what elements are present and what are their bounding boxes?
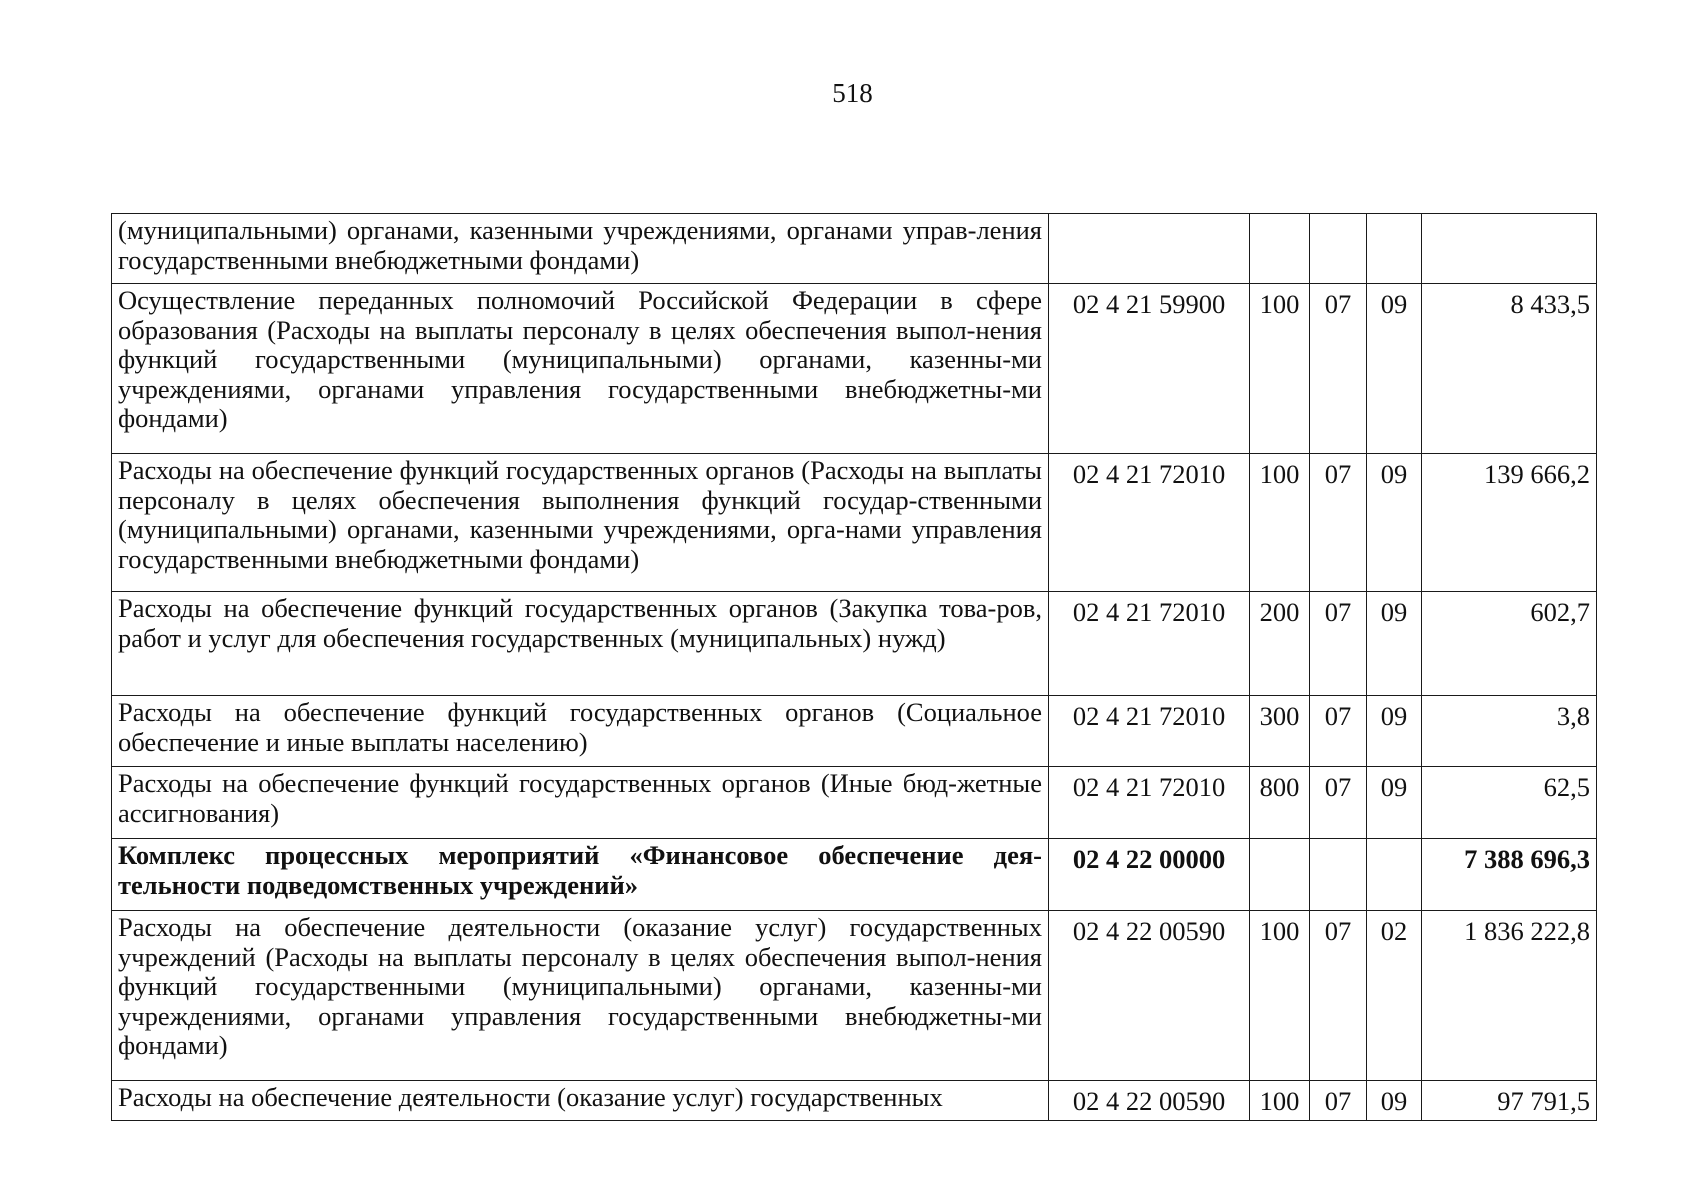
expense-type-code: 200 bbox=[1250, 592, 1310, 696]
subsection-code: 09 bbox=[1367, 696, 1422, 767]
section-code: 07 bbox=[1310, 911, 1367, 1081]
budget-table-body bbox=[112, 214, 1597, 1121]
amount: 62,5 bbox=[1422, 767, 1597, 839]
section-code bbox=[1310, 839, 1367, 911]
target-article-code: 02 4 21 72010 bbox=[1049, 592, 1250, 696]
subsection-code: 09 bbox=[1367, 1081, 1422, 1121]
subsection-code bbox=[1367, 214, 1422, 284]
budget-table bbox=[111, 213, 1597, 1121]
amount: 602,7 bbox=[1422, 592, 1597, 696]
row-description: Расходы на обеспечение функций государственных органов (Расходы на выплаты персоналу в целях обеспечения выполнения функций государ-ственными (муниципальными) органами, казенными учреждениями, орга-нами управления государственными внебюджетными фондами) bbox=[112, 454, 1049, 592]
table-row-group-total bbox=[112, 839, 1597, 911]
section-code bbox=[1310, 214, 1367, 284]
section-code: 07 bbox=[1310, 284, 1367, 454]
target-article-code: 02 4 21 72010 bbox=[1049, 767, 1250, 839]
row-description: Расходы на обеспечение деятельности (оказание услуг) государственных учреждений (Расходы на выплаты персоналу в целях обеспечения выпол-нения функций государственными (муниципальными) органами, казенны-ми учреждениями, органами управления государственными внебюджетны-ми фондами) bbox=[112, 911, 1049, 1081]
target-article-code bbox=[1049, 214, 1250, 284]
expense-type-code: 100 bbox=[1250, 911, 1310, 1081]
subsection-code bbox=[1367, 839, 1422, 911]
subsection-code: 09 bbox=[1367, 767, 1422, 839]
subsection-code: 09 bbox=[1367, 284, 1422, 454]
table-row bbox=[112, 284, 1597, 454]
expense-type-code: 800 bbox=[1250, 767, 1310, 839]
amount: 7 388 696,3 bbox=[1422, 839, 1597, 911]
table-row bbox=[112, 696, 1597, 767]
table-row bbox=[112, 454, 1597, 592]
row-description: (муниципальными) органами, казенными учреждениями, органами управ-ления государственными внебюджетными фондами) bbox=[112, 214, 1049, 284]
expense-type-code bbox=[1250, 214, 1310, 284]
section-code: 07 bbox=[1310, 592, 1367, 696]
row-description: Осуществление переданных полномочий Российской Федерации в сфере образования (Расходы на выплаты персоналу в целях обеспечения выпол-нения функций государственными (муниципальными) органами, казенны-ми учреждениями, органами управления государственными внебюджетны-ми фондами) bbox=[112, 284, 1049, 454]
amount: 1 836 222,8 bbox=[1422, 911, 1597, 1081]
table-row bbox=[112, 1081, 1597, 1121]
row-description: Комплекс процессных мероприятий «Финансовое обеспечение дея-тельности подведомственных учреждений» bbox=[112, 839, 1049, 911]
row-description: Расходы на обеспечение функций государственных органов (Социальное обеспечение и иные выплаты населению) bbox=[112, 696, 1049, 767]
expense-type-code: 100 bbox=[1250, 454, 1310, 592]
expense-type-code: 100 bbox=[1250, 284, 1310, 454]
page-number: 518 bbox=[832, 78, 873, 108]
target-article-code: 02 4 21 59900 bbox=[1049, 284, 1250, 454]
section-code: 07 bbox=[1310, 696, 1367, 767]
subsection-code: 09 bbox=[1367, 592, 1422, 696]
target-article-code: 02 4 22 00590 bbox=[1049, 911, 1250, 1081]
section-code: 07 bbox=[1310, 454, 1367, 592]
expense-type-code: 300 bbox=[1250, 696, 1310, 767]
subsection-code: 09 bbox=[1367, 454, 1422, 592]
target-article-code: 02 4 22 00590 bbox=[1049, 1081, 1250, 1121]
expense-type-code bbox=[1250, 839, 1310, 911]
section-code: 07 bbox=[1310, 1081, 1367, 1121]
table-row bbox=[112, 214, 1597, 284]
amount: 97 791,5 bbox=[1422, 1081, 1597, 1121]
subsection-code: 02 bbox=[1367, 911, 1422, 1081]
row-description: Расходы на обеспечение функций государственных органов (Закупка това-ров, работ и услуг для обеспечения государственных (муниципальных) нужд) bbox=[112, 592, 1049, 696]
table-row bbox=[112, 767, 1597, 839]
table-row bbox=[112, 911, 1597, 1081]
expense-type-code: 100 bbox=[1250, 1081, 1310, 1121]
amount bbox=[1422, 214, 1597, 284]
target-article-code: 02 4 21 72010 bbox=[1049, 696, 1250, 767]
section-code: 07 bbox=[1310, 767, 1367, 839]
amount: 8 433,5 bbox=[1422, 284, 1597, 454]
amount: 139 666,2 bbox=[1422, 454, 1597, 592]
row-description: Расходы на обеспечение деятельности (оказание услуг) государственных bbox=[112, 1081, 1049, 1121]
target-article-code: 02 4 21 72010 bbox=[1049, 454, 1250, 592]
row-description: Расходы на обеспечение функций государственных органов (Иные бюд-жетные ассигнования) bbox=[112, 767, 1049, 839]
amount: 3,8 bbox=[1422, 696, 1597, 767]
table-row bbox=[112, 592, 1597, 696]
target-article-code: 02 4 22 00000 bbox=[1049, 839, 1250, 911]
